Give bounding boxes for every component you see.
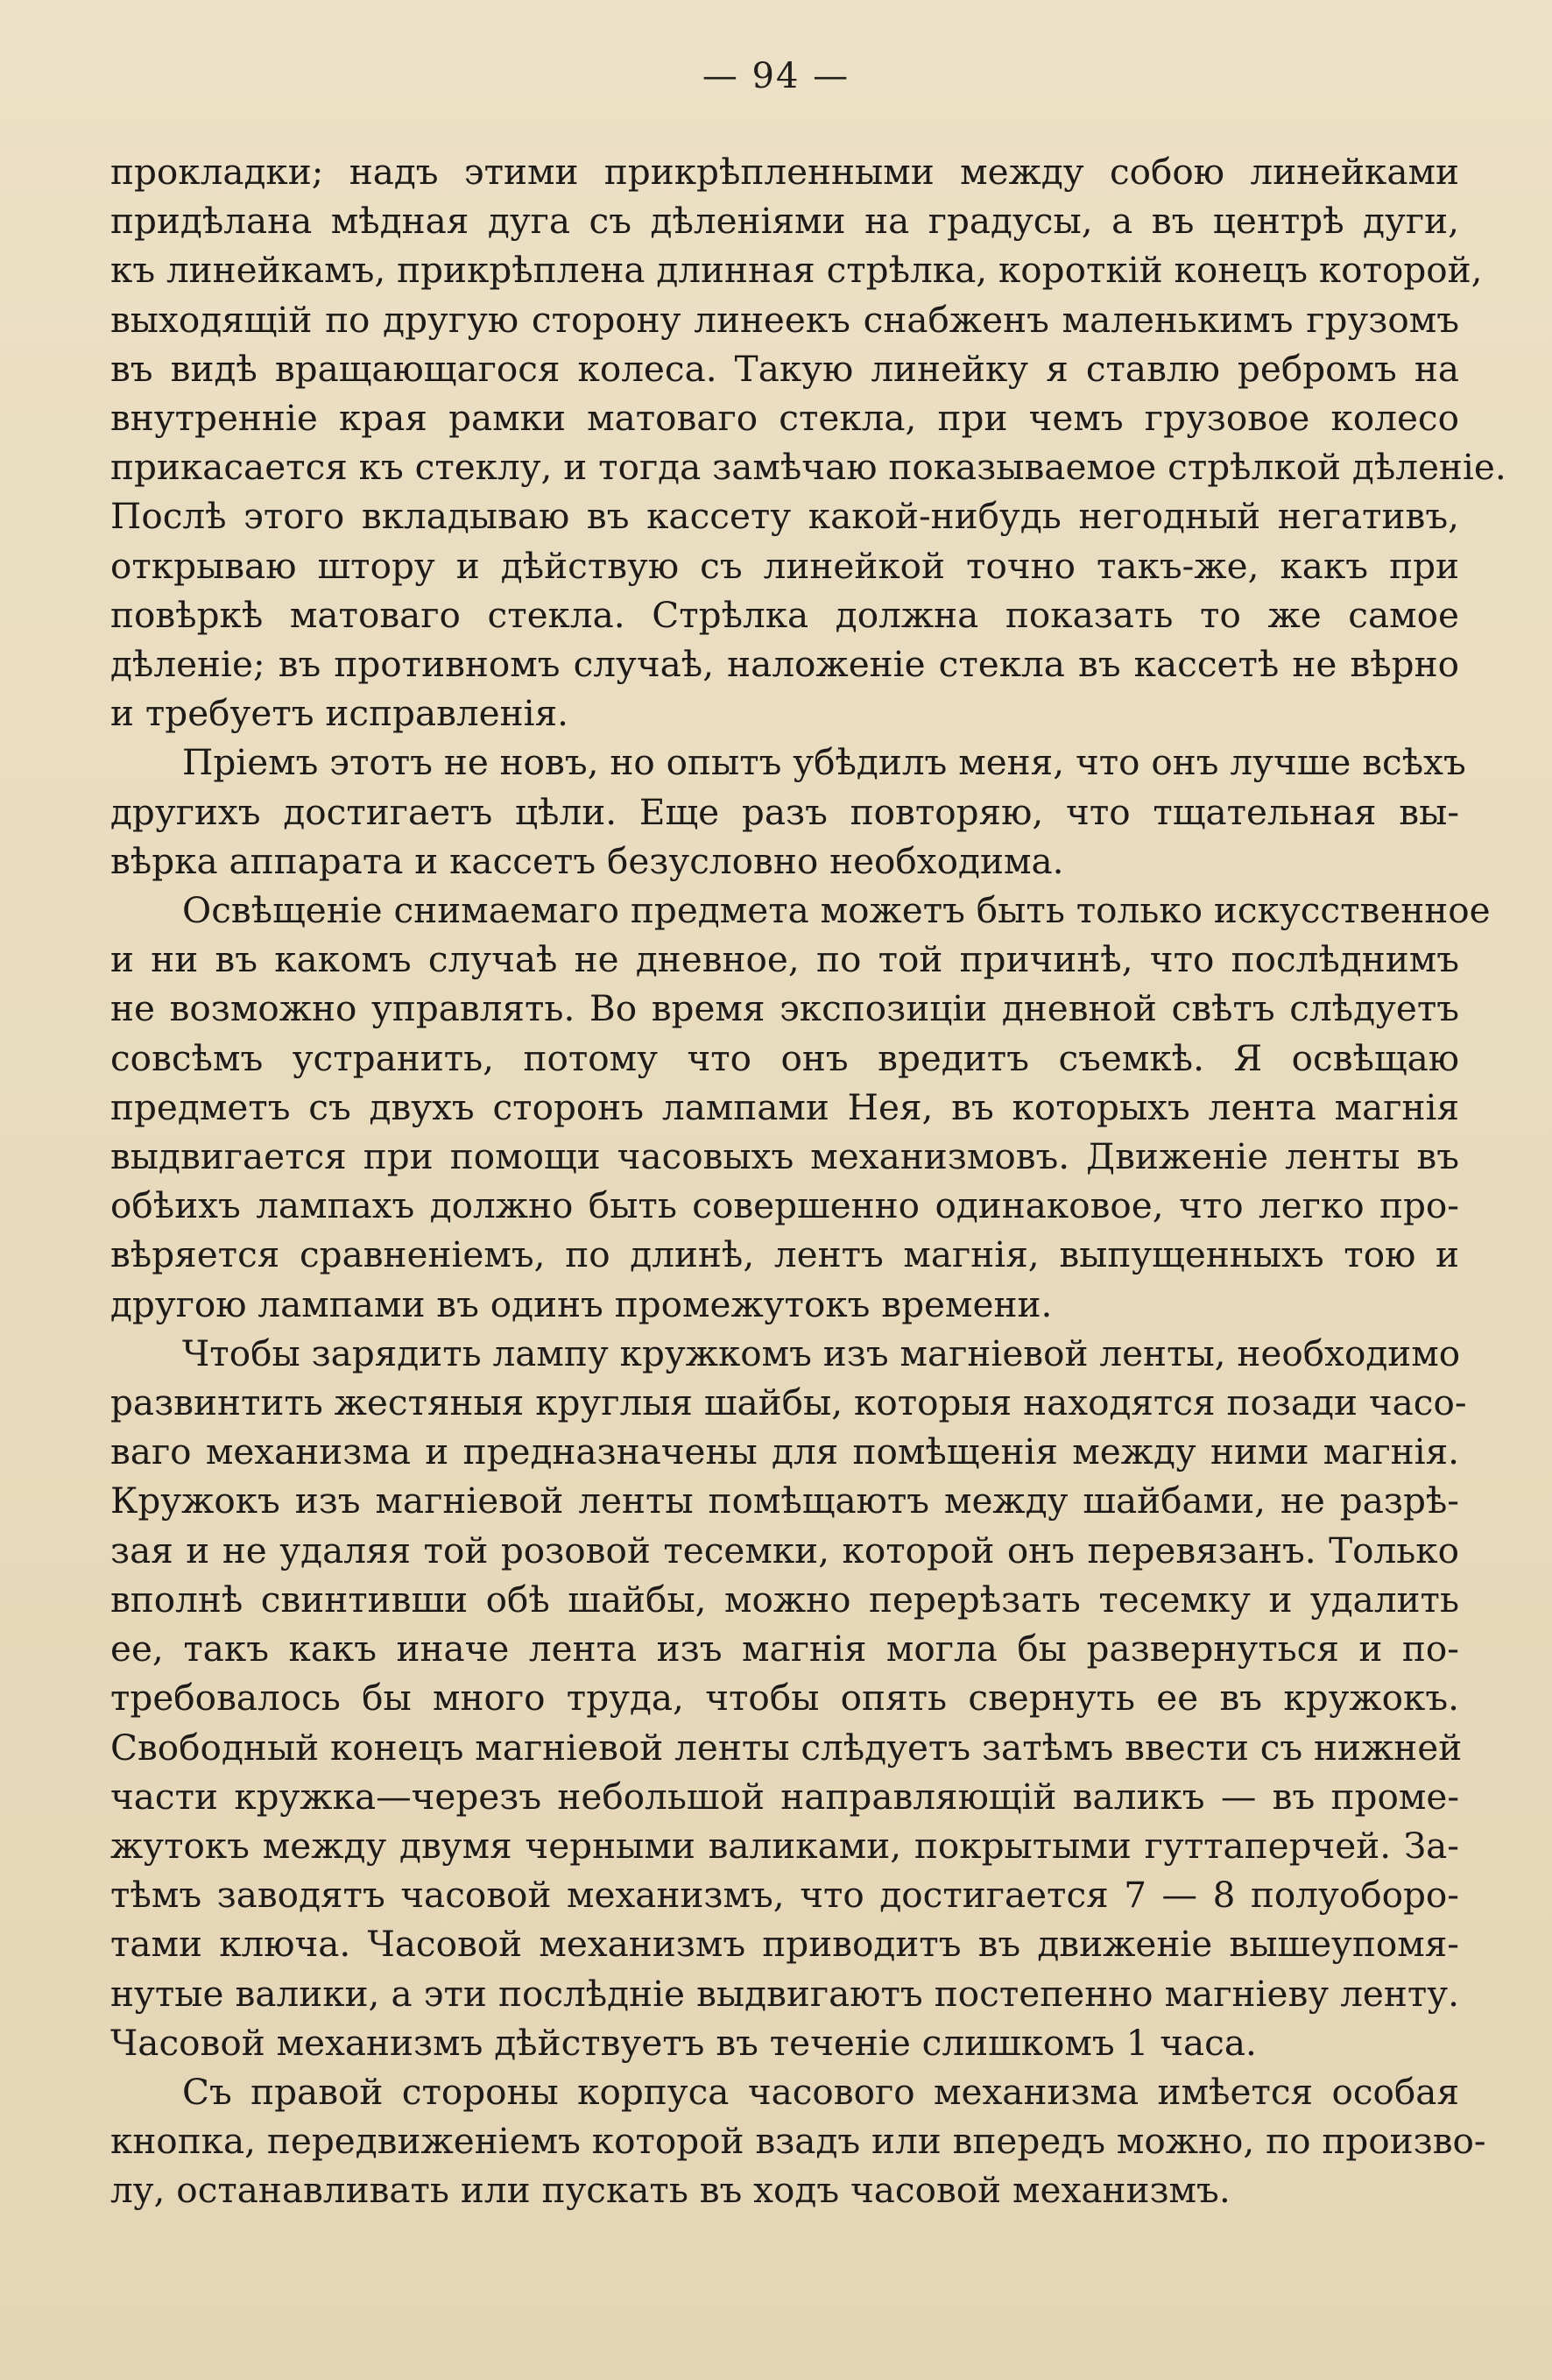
text-line: въ видѣ вращающагося колеса. Такую линейку я ставлю ребромъ на (110, 347, 1459, 390)
text-line: выходящій по другую сторону линеекъ снабженъ маленькимъ грузомъ (110, 298, 1459, 341)
text-line: лу, останавливать или пускать въ ходъ часовой механизмъ. (110, 2169, 1231, 2212)
text-line: не возможно управлять. Во время экспозиціи дневной свѣтъ слѣдуетъ (110, 987, 1459, 1030)
text-line: и требуетъ исправленія. (110, 692, 568, 735)
text-line: другихъ достигаетъ цѣли. Еще разъ повторяю, что тщательная вы- (110, 790, 1459, 833)
text-line: внутренніе края рамки матоваго стекла, при чемъ грузовое колесо (110, 397, 1459, 440)
text-line: тѣмъ заводятъ часовой механизмъ, что достигается 7 — 8 полуоборо- (110, 1874, 1459, 1917)
text-line: кнопка, передвиженіемъ которой взадъ или впередъ можно, по произво- (110, 2120, 1486, 2163)
paragraph-3 (110, 886, 1491, 1329)
paragraph-1 (110, 147, 1506, 738)
text-line: вѣрка аппарата и кассетъ безусловно необходима. (110, 839, 1064, 882)
paragraph-5 (110, 2067, 1486, 2215)
text-line: части кружка—черезъ небольшой направляющій валикъ — въ проме- (110, 1775, 1459, 1818)
text-line: тами ключа. Часовой механизмъ приводитъ въ движеніе вышеупомя- (110, 1923, 1459, 1966)
text-line: зая и не удаляя той розовой тесемки, которой онъ перевязанъ. Только (110, 1529, 1459, 1571)
text-line: нутые валики, а эти послѣдніе выдвигаютъ постепенно магніеву ленту. (110, 1972, 1459, 2015)
body-text (110, 147, 1506, 2215)
paragraph-4 (110, 1329, 1467, 2067)
text-line: Освѣщеніе снимаемаго предмета можетъ быть только искусственное (182, 889, 1491, 932)
text-line: Свободный конецъ магніевой ленты слѣдуетъ затѣмъ ввести съ нижней (110, 1726, 1463, 1769)
text-line: требовалось бы много труда, чтобы опять свернуть ее въ кружокъ. (110, 1677, 1459, 1720)
text-line: дѣленіе; въ противномъ случаѣ, наложеніе стекла въ кассетѣ не вѣрно (110, 643, 1459, 686)
text-line: повѣркѣ матоваго стекла. Стрѣлка должна показать то же самое (110, 593, 1459, 636)
text-line: прикасается къ стеклу, и тогда замѣчаю показываемое стрѣлкой дѣленіе. (110, 446, 1506, 489)
text-line: развинтить жестяныя круглыя шайбы, которыя находятся позади часо- (110, 1381, 1467, 1424)
text-line: Чтобы зарядить лампу кружкомъ изъ магніевой ленты, необходимо (182, 1331, 1461, 1374)
paragraph-2 (110, 738, 1466, 886)
text-line: ваго механизма и предназначены для помѣщенія между ними магнія. (110, 1430, 1459, 1473)
text-line: вполнѣ свинтивши обѣ шайбы, можно перерѣзать тесемку и удалить (110, 1578, 1459, 1621)
text-line: предметъ съ двухъ сторонъ лампами Нея, въ которыхъ лента магнія (110, 1085, 1459, 1128)
text-line: жутокъ между двумя черными валиками, покрытыми гуттаперчей. За- (110, 1824, 1459, 1867)
text-line: придѣлана мѣдная дуга съ дѣленіями на градусы, а въ центрѣ дуги, (110, 200, 1459, 243)
text-line: другою лампами въ одинъ промежутокъ времени. (110, 1282, 1053, 1325)
text-line: вѣряется сравненіемъ, по длинѣ, лентъ магнія, выпущенныхъ тою и (110, 1233, 1459, 1276)
text-line: Послѣ этого вкладываю въ кассету какой-нибудь негодный негативъ, (110, 495, 1459, 538)
text-line: открываю штору и дѣйствую съ линейкой точно такъ-же, какъ при (110, 544, 1459, 587)
text-line: обѣихъ лампахъ должно быть совершенно одинаковое, что легко про- (110, 1184, 1459, 1227)
text-line: выдвигается при помощи часовыхъ механизмовъ. Движеніе ленты въ (110, 1135, 1459, 1178)
page-number: — 94 — (702, 56, 850, 96)
text-line: Часовой механизмъ дѣйствуетъ въ теченіе слишкомъ 1 часа. (110, 2021, 1257, 2064)
text-line: совсѣмъ устранить, потому что онъ вредитъ съемкѣ. Я освѣщаю (110, 1036, 1459, 1079)
text-line: ее, такъ какъ иначе лента изъ магнія могла бы развернуться и по- (110, 1628, 1459, 1670)
text-line: Пріемъ этотъ не новъ, но опытъ убѣдилъ меня, что онъ лучше всѣхъ (182, 741, 1466, 784)
text-line: и ни въ какомъ случаѣ не дневное, по той причинѣ, что послѣднимъ (110, 938, 1459, 981)
text-line: Съ правой стороны корпуса часового механизма имѣется особая (182, 2070, 1459, 2113)
text-line: Кружокъ изъ магніевой ленты помѣщаютъ между шайбами, не разрѣ- (110, 1480, 1459, 1522)
text-line: прокладки; надъ этими прикрѣпленными между собою линейками (110, 151, 1459, 193)
text-line: къ линейкамъ, прикрѣплена длинная стрѣлка, короткій конецъ которой, (110, 249, 1483, 292)
